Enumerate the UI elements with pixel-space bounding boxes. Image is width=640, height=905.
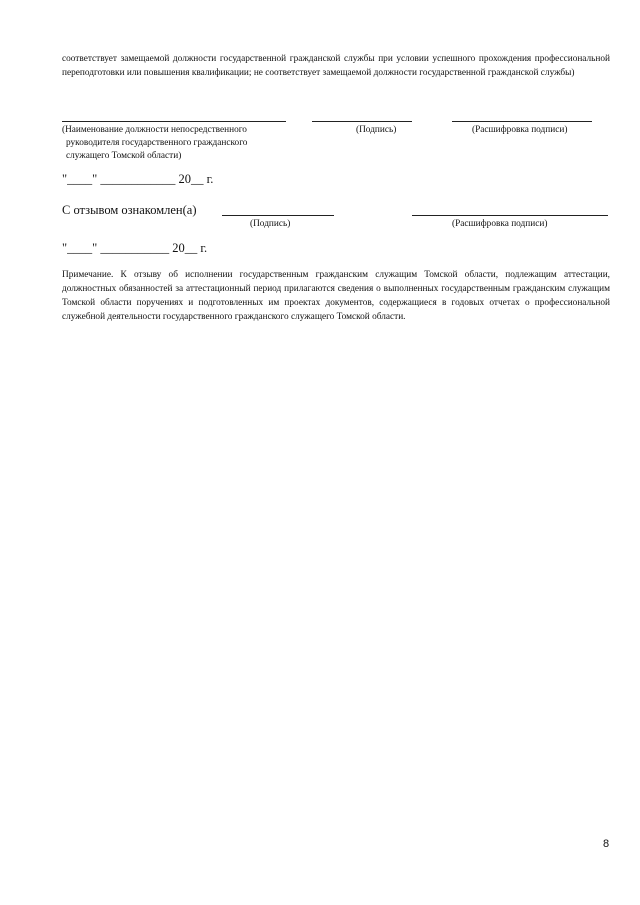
signature-line-1 — [312, 121, 412, 122]
supervisor-caption-line-3: служащего Томской области) — [66, 151, 182, 161]
decoding-caption-2: (Расшифровка подписи) — [452, 219, 548, 229]
acknowledged-label: С отзывом ознакомлен(а) — [62, 203, 197, 217]
signature-caption-2: (Подпись) — [250, 219, 291, 229]
intro-paragraph: соответствует замещаемой должности государственной гражданской службы при условии успешного прохождения профессиональной переподготовки или повышения квалификации; не соответствует замещаемой должности государственной гражданской службы) — [62, 54, 610, 78]
decoding-caption-1: (Расшифровка подписи) — [472, 125, 568, 135]
date-line-2: "____" ___________ 20__ г. — [62, 241, 208, 255]
decoding-line-2 — [412, 215, 608, 216]
date-line-1: "____" ____________ 20__ г. — [62, 172, 214, 186]
supervisor-caption-line-1: (Наименование должности непосредственного — [62, 125, 247, 135]
supervisor-caption-line-2: руководителя государственного гражданского — [66, 138, 248, 148]
note-paragraph: Примечание. К отзыву об исполнении государственным гражданским служащим Томской области, подлежащим аттестации, должностных обязанностей за аттестационный период прилагаются сведения о выполненных государственным гражданским служащим Томской области поручениях и подготовленных им проектах документов, содержащиеся в годовых отчетах о профессиональной служебной деятельности государственного гражданского служащего Томской области. — [62, 270, 610, 322]
signature-line-2 — [222, 215, 334, 216]
supervisor-position-line — [62, 121, 286, 122]
signature-caption-1: (Подпись) — [356, 125, 397, 135]
decoding-line-1 — [452, 121, 592, 122]
page-number: 8 — [603, 838, 610, 850]
